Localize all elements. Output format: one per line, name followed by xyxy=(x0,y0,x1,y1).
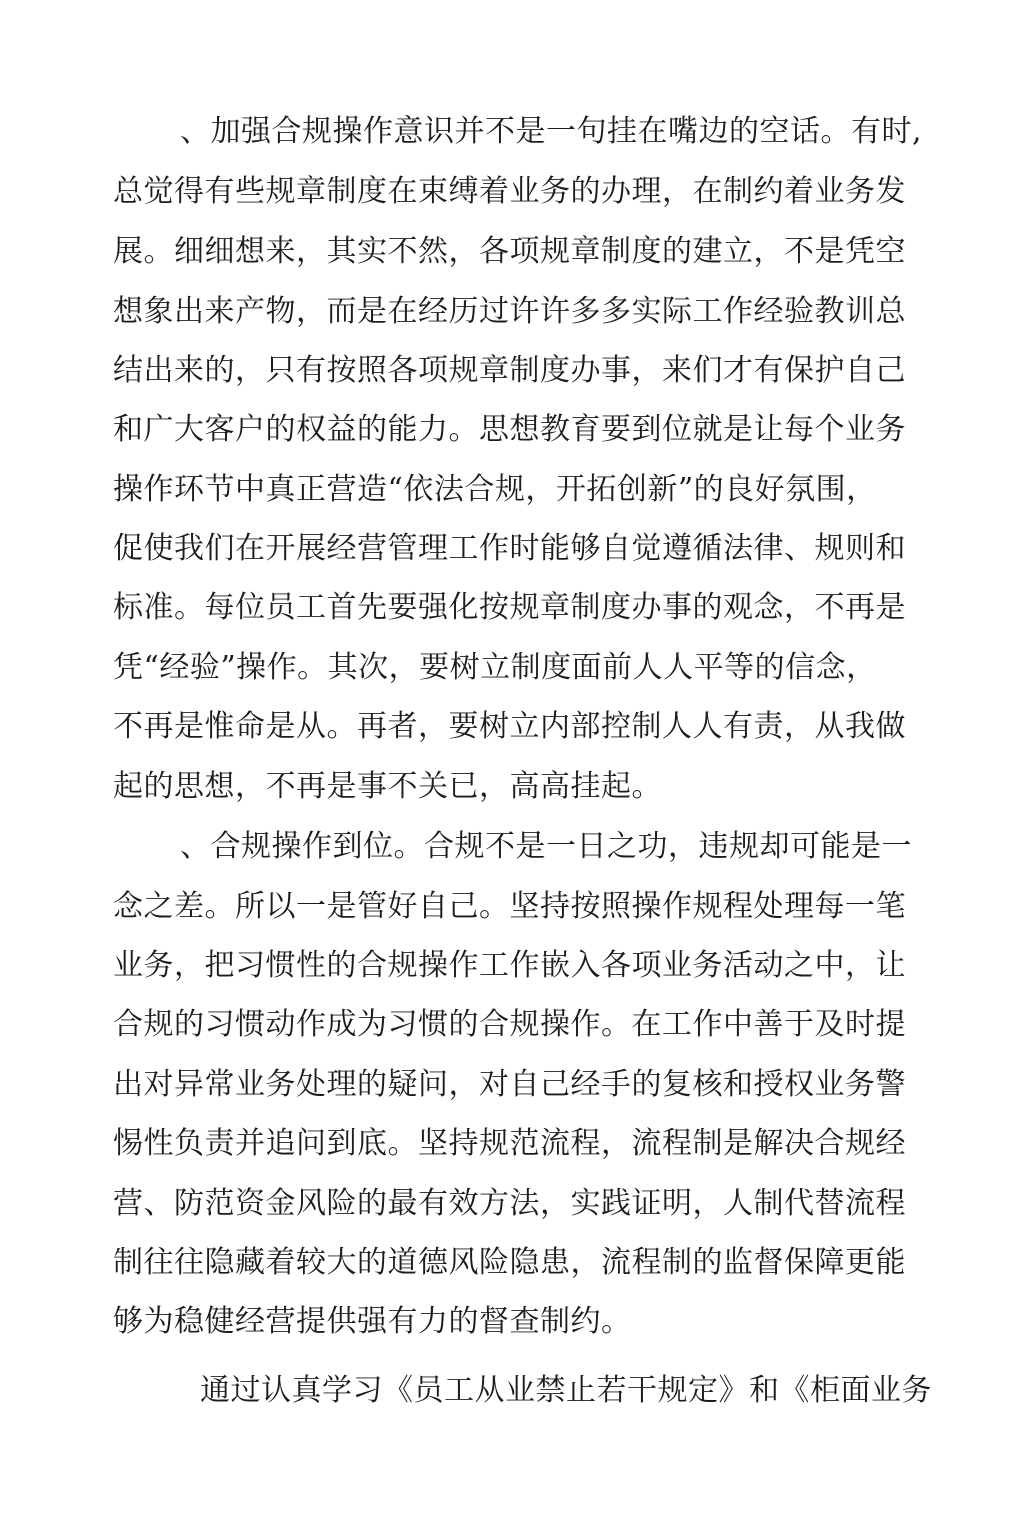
paragraph-2-line-7: 营、防范资金风险的最有效方法，实践证明，人制代替流程 xyxy=(113,1186,906,1221)
paragraph-2-line-2: 念之差。所以一是管好自己。坚持按照操作规程处理每一笔 xyxy=(113,889,906,924)
paragraph-1-line-1: 、加强合规操作意识并不是一句挂在嘴边的空话。有时, xyxy=(180,114,923,149)
paragraph-1-line-4: 想象出来产物，而是在经历过许许多多实际工作经验教训总 xyxy=(113,294,906,329)
paragraph-1-line-12: 起的思想，不再是事不关已，高高挂起。 xyxy=(113,769,662,804)
paragraph-2-line-5: 出对异常业务处理的疑问，对自己经手的复核和授权业务警 xyxy=(113,1067,906,1102)
paragraph-2-line-6: 惕性负责并追问到底。坚持规范流程，流程制是解决合规经 xyxy=(113,1126,906,1161)
paragraph-2-line-9: 够为稳健经营提供强有力的督查制约。 xyxy=(113,1304,632,1339)
paragraph-2-line-1: 、合规操作到位。合规不是一日之功，违规却可能是一 xyxy=(180,829,912,864)
paragraph-2-line-3: 业务，把习惯性的合规操作工作嵌入各项业务活动之中，让 xyxy=(113,948,906,983)
paragraph-1-line-10: 凭“经验”操作。其次，要树立制度面前人人平等的信念， xyxy=(113,650,877,685)
paragraph-1-line-8: 促使我们在开展经营管理工作时能够自觉遵循法律、规则和 xyxy=(113,531,906,566)
paragraph-1-line-11: 不再是惟命是从。再者，要树立内部控制人人有责，从我做 xyxy=(113,709,906,744)
paragraph-2-line-8: 制往往隐藏着较大的道德风险隐患，流程制的监督保障更能 xyxy=(113,1245,906,1280)
paragraph-1-line-2: 总觉得有些规章制度在束缚着业务的办理，在制约着业务发 xyxy=(113,174,906,209)
paragraph-3-line-1: 通过认真学习《员工从业禁止若干规定》和《柜面业务 xyxy=(200,1373,932,1408)
paragraph-1-line-5: 结出来的，只有按照各项规章制度办事，来们才有保护自己 xyxy=(113,353,906,388)
paragraph-1-line-3: 展。细细想来，其实不然，各项规章制度的建立，不是凭空 xyxy=(113,234,906,269)
paragraph-1-line-6: 和广大客户的权益的能力。思想教育要到位就是让每个业务 xyxy=(113,412,906,447)
paragraph-1-line-7: 操作环节中真正营造“依法合规，开拓创新”的良好氛围， xyxy=(113,472,877,507)
paragraph-1-line-9: 标准。每位员工首先要强化按规章制度办事的观念，不再是 xyxy=(113,590,906,625)
paragraph-2-line-4: 合规的习惯动作成为习惯的合规操作。在工作中善于及时提 xyxy=(113,1007,906,1042)
